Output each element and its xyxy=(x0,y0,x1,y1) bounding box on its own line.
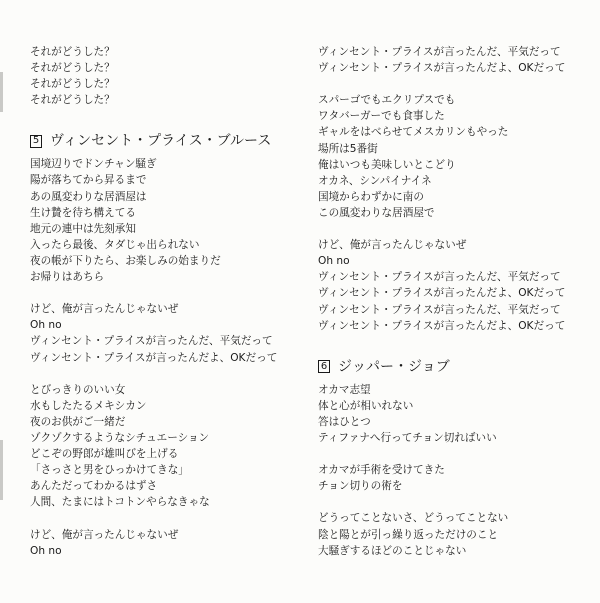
section-number-box: 5 xyxy=(30,135,42,148)
lyric-line: 体と心が相いれない xyxy=(318,399,414,412)
lyric-line: ワタバーガーでも食事した xyxy=(318,110,445,123)
lyric-line: オカマ志望 xyxy=(318,383,371,396)
binding-edge-mark xyxy=(0,440,3,500)
intro-stanza xyxy=(30,44,277,108)
lyric-line: 大騒ぎするほどのことじゃない xyxy=(318,544,467,557)
lyric-line: けど、俺が言ったんじゃないぜ xyxy=(30,528,179,541)
lyric-line: スパーゴでもエクリプスでも xyxy=(318,94,456,107)
lyric-line: Oh no xyxy=(318,255,350,268)
verse-stanza xyxy=(318,462,565,494)
lyric-line: ゾクゾクするようなシチュエーション xyxy=(30,431,210,444)
section-title: ヴィンセント・プライス・ブルース xyxy=(50,133,272,150)
lyric-line: オカマが手術を受けてきた xyxy=(318,464,445,477)
verse-stanza xyxy=(30,156,277,285)
right-column xyxy=(318,44,565,559)
section-number-box: 6 xyxy=(318,360,330,373)
lyric-line: ヴィンセント・プライスが言ったんだよ、OKだって xyxy=(318,62,566,75)
verse-stanza xyxy=(318,382,565,446)
lyric-line: どうってことないさ、どうってことない xyxy=(318,512,509,525)
left-column xyxy=(30,44,277,559)
lyric-line: 国境辺りでドンチャン騒ぎ xyxy=(30,158,157,171)
lyric-line: 地元の連中は先刻承知 xyxy=(30,222,136,235)
binding-edge-mark xyxy=(0,72,3,112)
lyric-line: ヴィンセント・プライスが言ったんだよ、OKだって xyxy=(30,351,278,364)
chorus-stanza xyxy=(30,527,277,559)
lyric-line: ヴィンセント・プライスが言ったんだ、平気だって xyxy=(318,303,561,316)
lyric-line: 夜の帳が下りたら、お楽しみの始まりだ xyxy=(30,254,221,267)
lyric-line: 国境からわずかに南の xyxy=(318,190,424,203)
lyric-line: 陽が落ちてから昇るまで xyxy=(30,174,147,187)
lyric-line: それがどうした？ xyxy=(30,46,115,58)
lyric-line: ヴィンセント・プライスが言ったんだよ、OKだって xyxy=(318,287,566,300)
lyric-line: 生け贄を待ち構えてる xyxy=(30,206,136,219)
lyric-line: チョン切りの術を xyxy=(318,480,403,493)
lyric-line: 「さっさと男をひっかけてきな」 xyxy=(30,464,189,477)
lyric-line: 俺はいつも美味しいとこどり xyxy=(318,158,456,171)
lyric-line: けど、俺が言ったんじゃないぜ xyxy=(318,239,467,252)
lyric-line: とびっきりのいい女 xyxy=(30,383,126,396)
verse-stanza xyxy=(318,510,565,558)
lyric-line: オカネ、シンパイナイネ xyxy=(318,174,432,187)
lyric-line: それがどうした？ xyxy=(30,62,115,75)
lyric-line: それがどうした？ xyxy=(30,94,115,107)
lyric-line: どこぞの野郎が雄叫びを上げる xyxy=(30,448,179,461)
lyric-line: 答はひとつ xyxy=(318,415,371,428)
verse-stanza xyxy=(318,92,565,221)
lyric-line: ティファナへ行ってチョン切ればいい xyxy=(318,431,497,444)
chorus-stanza xyxy=(318,237,565,334)
lyric-line: この風変わりな居酒屋で xyxy=(318,206,435,219)
lyric-line: 陰と陽とが引っ繰り返っただけのこと xyxy=(318,528,499,541)
verse-stanza xyxy=(30,382,277,511)
chorus-continuation xyxy=(318,44,565,76)
lyric-line: 夜のお供がご一緒だ xyxy=(30,415,126,428)
lyric-line: ヴィンセント・プライスが言ったんだ、平気だって xyxy=(318,46,561,58)
lyric-line: Oh no xyxy=(30,544,62,557)
lyric-line: 水もしたたるメキシカン xyxy=(30,399,147,412)
section-heading-6 xyxy=(318,356,565,378)
chorus-stanza xyxy=(30,301,277,365)
lyric-line: けど、俺が言ったんじゃないぜ xyxy=(30,303,179,316)
section-heading-5 xyxy=(30,130,277,152)
lyric-line: 人間、たまにはトコトンやらなきゃな xyxy=(30,496,210,509)
lyric-line: あの風変わりな居酒屋は xyxy=(30,190,147,203)
lyric-line: あんただってわかるはずさ xyxy=(30,480,158,493)
lyric-line: 入ったら最後、タダじゃ出られない xyxy=(30,238,200,251)
lyric-line: それがどうした？ xyxy=(30,78,115,91)
lyric-line: お帰りはあちら xyxy=(30,271,105,284)
lyric-line: ギャルをはべらせてメスカリンもやった xyxy=(318,126,509,139)
section-title: ジッパー・ジョブ xyxy=(338,358,450,375)
lyric-line: Oh no xyxy=(30,319,62,332)
lyric-line: ヴィンセント・プライスが言ったんだよ、OKだって xyxy=(318,319,566,332)
lyric-line: ヴィンセント・プライスが言ったんだ、平気だって xyxy=(318,271,561,284)
lyric-line: ヴィンセント・プライスが言ったんだ、平気だって xyxy=(30,335,273,348)
lyric-line: 場所は5番街 xyxy=(318,142,378,155)
